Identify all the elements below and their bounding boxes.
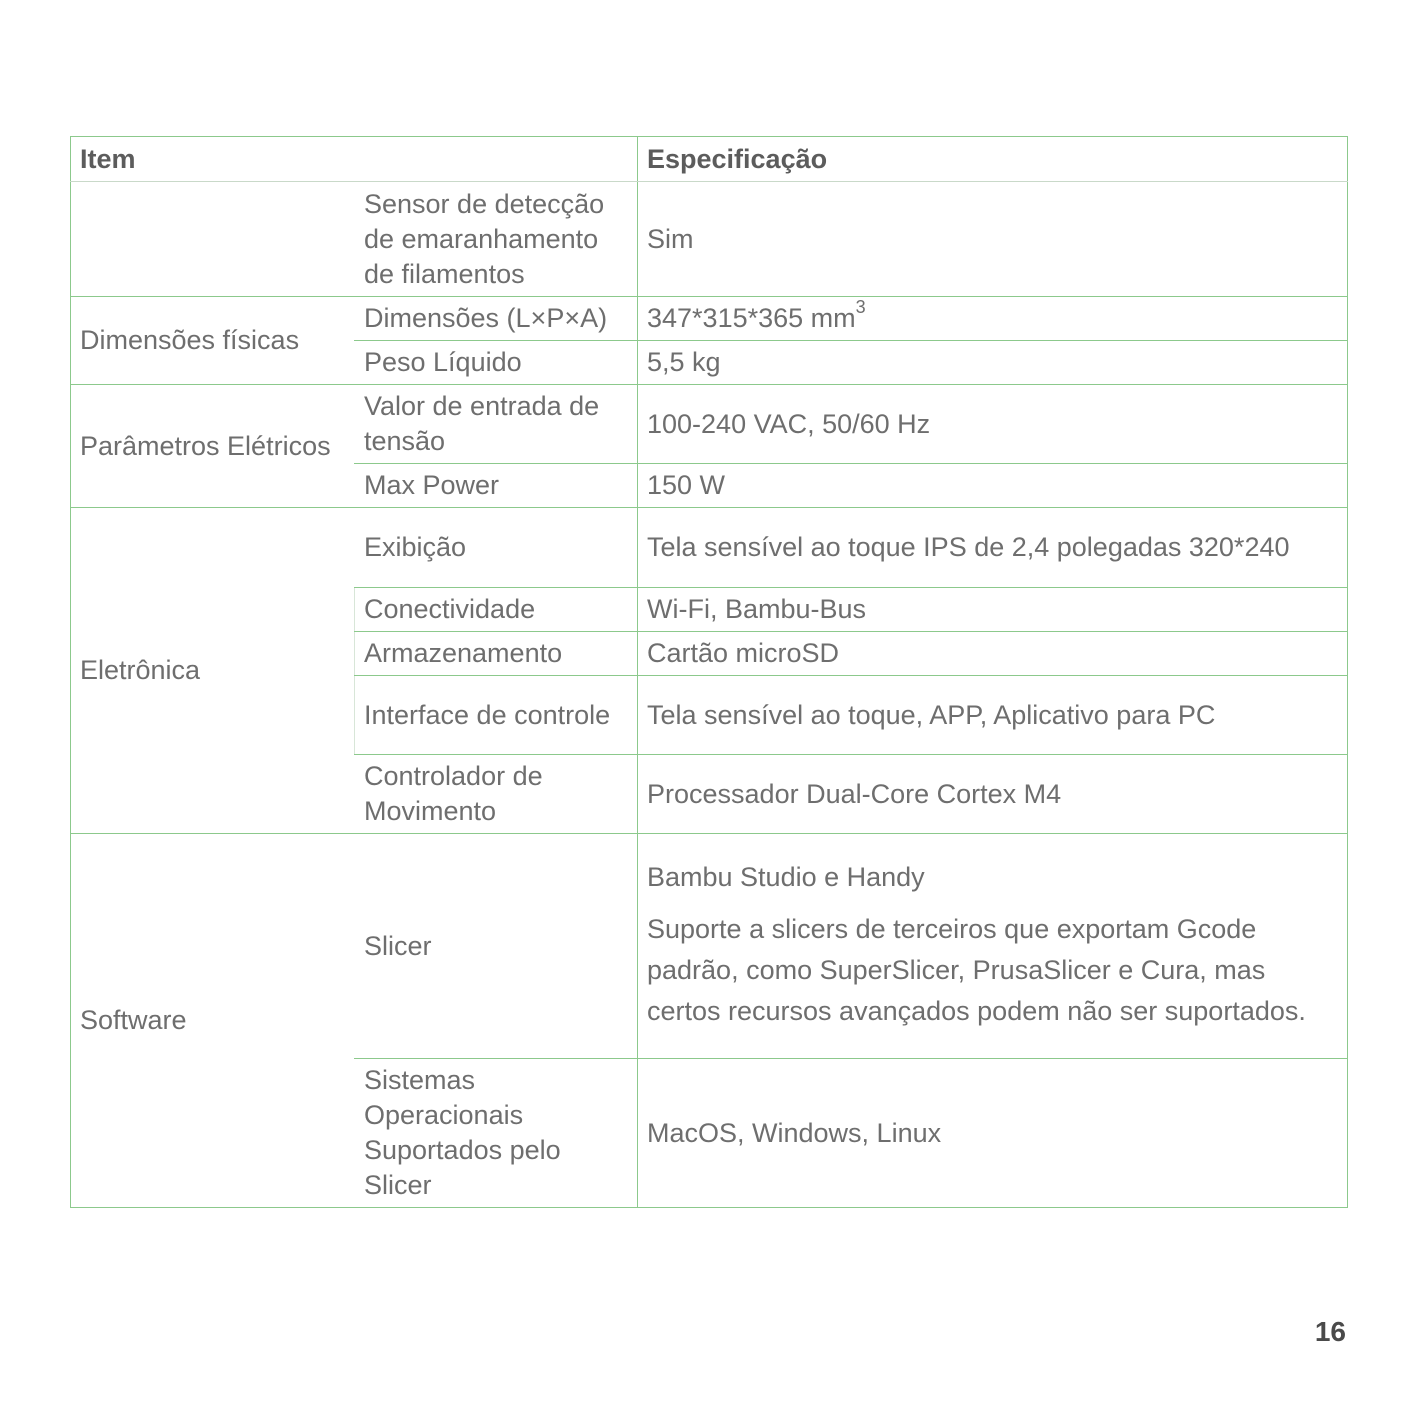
table-header-row — [71, 137, 1348, 182]
value-cell: Wi-Fi, Bambu-Bus — [638, 588, 1348, 632]
category-cell: Eletrônica — [71, 508, 355, 834]
value-cell: 100-240 VAC, 50/60 Hz — [638, 385, 1348, 464]
value-cell: Sim — [638, 182, 1348, 297]
table-row — [71, 385, 1348, 464]
value-cell: Processador Dual-Core Cortex M4 — [638, 755, 1348, 834]
item-cell: Conectividade — [355, 588, 638, 632]
item-cell: Max Power — [355, 464, 638, 508]
item-cell: Slicer — [355, 834, 638, 1059]
table-row — [71, 297, 1348, 341]
value-cell: Cartão microSD — [638, 632, 1348, 676]
item-cell: Sensor de detecção de emaranhamento de filamentos — [355, 182, 638, 297]
item-cell: Dimensões (L×P×A) — [355, 297, 638, 341]
value-cell: 150 W — [638, 464, 1348, 508]
value-cell — [638, 297, 1348, 341]
category-cell: Parâmetros Elétricos — [71, 385, 355, 508]
item-cell: Valor de entrada de tensão — [355, 385, 638, 464]
value-cell: 5,5 kg — [638, 341, 1348, 385]
item-cell: Exibição — [355, 508, 638, 588]
value-cell: Tela sensível ao toque IPS de 2,4 polegadas 320*240 — [638, 508, 1348, 588]
table-row — [71, 182, 1348, 297]
page-number: 16 — [1314, 1316, 1346, 1347]
item-cell: Controlador de Movimento — [355, 755, 638, 834]
value-paragraph: Bambu Studio e Handy — [647, 862, 925, 892]
value-text: 347*315*365 mm — [647, 303, 856, 333]
header-item: Item — [71, 137, 638, 182]
item-cell: Armazenamento — [355, 632, 638, 676]
header-specification: Especificação — [638, 137, 1348, 182]
category-cell: Dimensões físicas — [71, 297, 355, 385]
superscript: 3 — [855, 297, 866, 317]
value-cell — [638, 834, 1348, 1059]
specifications-table — [70, 136, 1348, 1208]
item-cell: Sistemas Operacionais Suportados pelo Slicer — [355, 1059, 638, 1208]
value-cell: MacOS, Windows, Linux — [638, 1059, 1348, 1208]
table-row — [71, 834, 1348, 1059]
value-cell: Tela sensível ao toque, APP, Aplicativo para PC — [638, 676, 1348, 755]
category-cell — [71, 182, 355, 297]
item-cell: Peso Líquido — [355, 341, 638, 385]
category-cell: Software — [71, 834, 355, 1208]
table-row — [71, 508, 1348, 588]
value-paragraph: Suporte a slicers de terceiros que exportam Gcode padrão, como SuperSlicer, PrusaSlicer e Cura, mas certos recursos avançados podem não ser suportados. — [647, 914, 1306, 1026]
item-cell: Interface de controle — [355, 676, 638, 755]
